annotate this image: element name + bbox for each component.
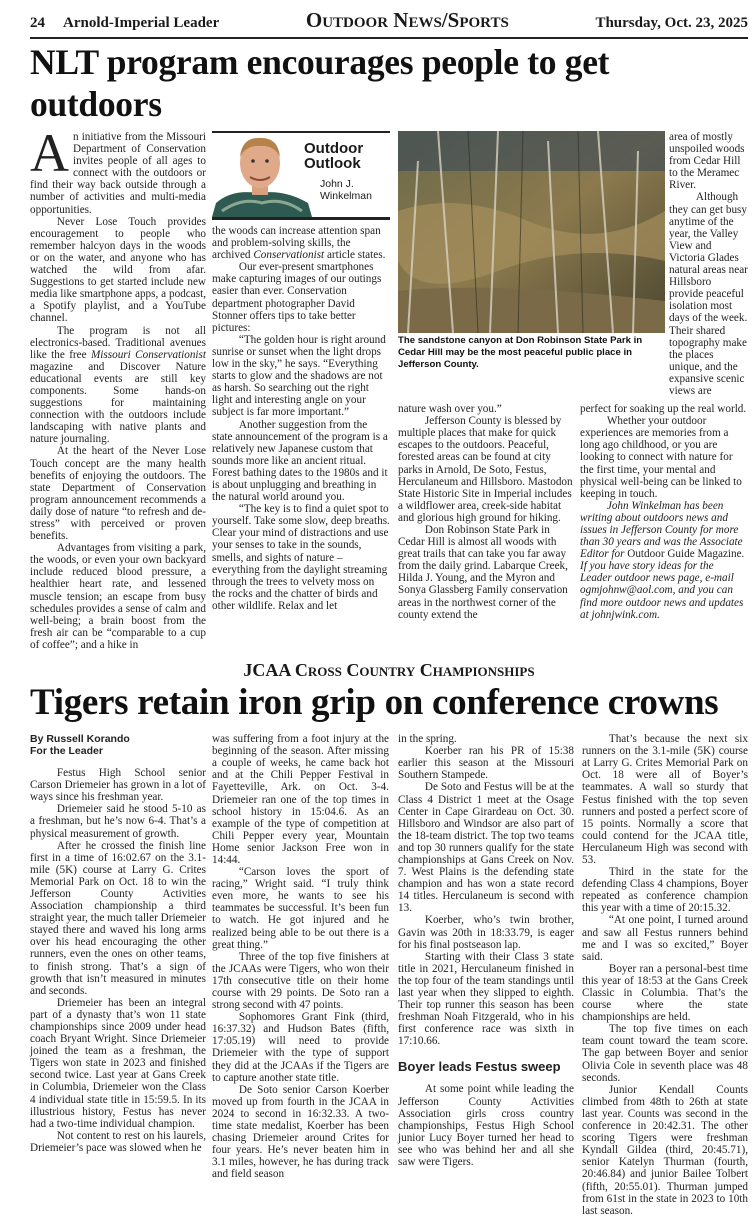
paper-name: Arnold-Imperial Leader (63, 15, 220, 31)
photo-caption: The sandstone canyon at Don Robinson State Park in Cedar Hill may be the most peaceful public place in Jefferson County. (398, 335, 643, 370)
article1-right-area (398, 131, 748, 621)
page-number: 24 (30, 15, 45, 31)
byline-affiliation: For the Leader (30, 745, 103, 758)
article1-col3: nature wash over you.” Jefferson County is blessed by multiple places that make for quick escapes to the outdoors. Peaceful, forested areas can be found at city parks in Arnold, De Soto, Festus, Herculaneum and Hillsboro. Mastodon State Historic Site in Imperial includes a wildflower area, creek-side habitat and glorious high ground for hiking. Don Robinson State Park in Cedar Hill is almost all woods with great trails that can take you far away from the daily grind. Labarque Creek, Hilda J. Young, and the Myron and Sonya Glassberg Family conservation areas in the northwest corner of the county extend the (398, 403, 573, 621)
author-photo (212, 133, 312, 217)
photo-row (398, 131, 748, 397)
article1-col2: the woods can increase attention span and problem-solving skills, the archived Conservationist article states. Our ever-present smartphones make capturing images of our outings easier than ever. Conservation department photographer David Stonner offers tips to take better pictures: “The golden hour is right around sunrise or sunset when the light drops low in the sky,” he says. “Everything starts to glow and the shadows are not as harsh. So searching out the right light and interesting angle on your subject is far more important.” Another suggestion from the state announcement of the program is a relatively new Japanese custom that sounds more like an ancient ritual. Forest bathing dates to the 1980s and it is about unplugging and breathing in the natural world around you. “The key is to find a quiet spot to yourself. Take some slow, deep breaths. Clear your mind of distractions and use your senses to take in the sounds, smells, and sights of nature – everything from the daylight streaming through the trees to velvety moss on the rocks and the chatter of birds and other wildlife. Relax and let (212, 225, 390, 612)
photo-block (398, 131, 665, 371)
lower-right-row (398, 403, 748, 621)
column-title: Outdoor Outlook (304, 140, 364, 172)
masthead (30, 8, 748, 39)
article2-col1: By Russell Korando For the Leader Festus High School senior Carson Driemeier has grown in a lot of ways since his freshman year. Driemeier said he stood 5-10 as a freshman, but he’s now 6-4. That’s a physical measurement of growth. After he crossed the finish line first in a time of 16:02.67 on the 3.1-mile (5K) course at Larry G. Crites Memorial Park on Oct. 18 to win the Jefferson County Activities Association championship a third straight year, the much taller Driemeier stayed there and waved his long arms over his head encouraging the other runners, even the ones on other teams, to finish strong. That’s a sign of growth that isn’t measured in minutes and seconds. Driemeier has been an integral part of a dynasty that’s won 11 state championships since 2009 under head coach Bryant Wright. Since Driemeier joined the team as a freshman, the Tigers won state in 2023 and finished second twice. Last year at Gans Creek in Columbia, Driemeier won the Class 4 individual state title in 15:59.5. In its illustrious history, Festus has never had a two-time individual champion. Not content to rest on his laurels, Driemeier’s pace was slowed when he (30, 733, 206, 1154)
article2-body (30, 733, 748, 1217)
article2-col4: That’s because the next six runners on the 3.1-mile (5K) course at Larry G. Crites Memorial Park on Oct. 18 were all of Boyer’s teammates. A wall so sturdy that Festus finished with the top seven runners and posted a perfect score of 15 points. Normally a score that could contend for the JCAA title, Herculaneum High was second with 53. Third in the state for the defending Class 4 champions, Boyer repeated as conference champion this year with a time of 20:15.32. “At one point, I turned around and saw all Festus runners behind me and I was so excited,” Boyer said. Boyer ran a personal-best time this year of 18:53 at the Gans Creek Classic in Columbia. That’s the course where the state championships are held. The top five times on each team count toward the team score. The gap between Boyer and senior Olivia Cole in seventh place was 48 seconds. Junior Kendall Counts climbed from 48th to 26th at state last year. Counts was second in the conference in 20:42.31. The other scoring Tigers were freshman Kyndall Gildea (third, 20:45.71), senior Katelyn Thurman (fourth, 20:46.84) and junior Bailee Tolbert (fifth, 20:55.01). Thurman jumped from 61st in the state in 2023 to 10th last season. (582, 733, 748, 1217)
sandstone-canyon-photo (398, 131, 665, 333)
byline: By Russell Korando (30, 733, 130, 746)
column-header (212, 131, 390, 220)
drop-cap: A (30, 123, 69, 183)
article1-col4-narrow: area of mostly unspoiled woods from Cedar Hill to the Meramec River. Although they can get busy anytime of the year, the Valley View and Victoria Glades natural areas near Hillsboro provide peaceful isolation most days of the week. Their shared topography make the places unique, and the expansive scenic views are (669, 131, 748, 397)
section-title: Outdoor News/Sports (305, 8, 509, 32)
article1-headline: NLT program encourages people to get outdoors (30, 42, 610, 124)
article1-col2-wrap (212, 131, 390, 612)
article1-body (30, 123, 748, 651)
article2-kicker: JCAA Cross Country Championships (243, 660, 535, 681)
article2-headline: Tigers retain iron grip on conference crowns (30, 682, 719, 724)
column-author: John J. Winkelman (320, 178, 372, 202)
article2-col3: in the spring. Koerber ran his PR of 15:38 earlier this season at the Missouri Southern Stampede. De Soto and Festus will be at the Class 4 District 1 meet at the Osage Center in Cape Girardeau on Oct. 30. Hillsboro and Windsor are also part of the 18-team district. The top two teams and top 30 runners qualify for the state championships at Gans Creek on Nov. 7. West Plains is the defending state champion and has won a state record 14 titles. Herculaneum is second with 13. Koerber, who’s twin brother, Gavin was 20th in 18:33.79, is eager for his final postseason lap. Starting with their Class 3 state title in 2021, Herculaneum finished in the top four of the team standings until last year when they slipped to eighth. Their top runner this season has been freshman Noah Fitzgerald, who in his first conference race was sixth in 17:10.66. Boyer leads Festus sweep At some point while leading the Jefferson County Activities Association girls cross country championships, Festus High School junior Lucy Boyer turned her head to see who was behind her and all she saw were Tigers. (398, 733, 574, 1169)
article1-col4-wide: perfect for soaking up the real world. Whether your outdoor experiences are memories from a long ago childhood, or you are looking to connect with nature for the first time, your mental and physical well-being can be linked to keeping in touch. John Winkelman has been writing about outdoors news and issues in Jefferson County for more than 30 years and was the Associate Editor for Outdoor Guide Magazine. If you have story ideas for the Leader outdoor news page, e-mail ogmjohnw@aol.com, and you can find more outdoor news and updates at johnjwink.com. (580, 403, 747, 621)
article2-subhead: Boyer leads Festus sweep (398, 1059, 561, 1075)
author-bio: John Winkelman has been writing about outdoors news and issues in Jefferson County for more than 30 years and was the Associate Editor for Outdoor Guide Magazine. If you have story ideas for the Leader outdoor news page, e-mail ogmjohnw@aol.com, and you can find more outdoor news and updates at johnjwink.com. (580, 499, 745, 621)
issue-date: Thursday, Oct. 23, 2025 (595, 15, 748, 31)
article2-col2: was suffering from a foot injury at the beginning of the season. After missing a couple of weeks, he came back hot and at the Chili Pepper Festival in Fayetteville, Ark. on Oct. 3-4. Driemeier ran one of the top times in school history in 15:04.6. As an example of the type of competition at Chili Pepper every year, Mountain Home senior Jackson Free won in 14:44. “Carson loves the sport of racing,” Wright said. “I truly think even more, he wants to see his teammates be successful. It’s been fun to watch. He got injured and he realized being able to be out there is a great thing.” Three of the top five finishers at the JCAAs were Tigers, who won their 17th consecutive title on their home course with 29 points. De Soto ran a strong second with 47 points. Sophomores Grant Fink (third, 16:37.32) and Hudson Bates (fifth, 17:05.19) will need to provide Driemeier with the type of support they did at the JCAAs if the Tigers are to capture another state title. De Soto senior Carson Koerber moved up from fourth in the JCAA in 2024 to second in 16:32.33. A two-time state medalist, Koerber has been chasing Driemeier around Crites for four years. He’s never beaten him in 3.1 miles, however, he has during track and field season (212, 733, 389, 1181)
article1-col1: An initiative from the Missouri Department of Conservation invites people of all ages to connect with the outdoors or find their way back outside through a number of activities and multi-media opportunities. Never Lose Touch provides encouragement to people who remember halcyon days in the woods or on the water, and anyone who has watched the wild from afar. Suggestions to get started include new media like smartphone apps, a podcast, a Spotify playlist, and a YouTube channel. The program is not all electronics-based. Traditional avenues like the free Missouri Conservationist magazine and Discover Nature educational events are still key components. Some hands-on suggestions for maintaining connection with the outdoors include landscaping with native plants and nature journaling. At the heart of the Never Lose Touch concept are the many health benefits of enjoying the outdoors. The state Department of Conservation program announcement recommends a daily dose of nature “to refresh and de-stress” with perceived or proven benefits. Advantages from visiting a park, the woods, or even your own backyard include reduced blood pressure, a healthier heart rate, and lessened muscle tension; an escape from busy schedules provides a sense of calm and well-being; a brain boost from the fresh air can be “comparable to a cup of coffee”; and a hike in (30, 123, 207, 651)
